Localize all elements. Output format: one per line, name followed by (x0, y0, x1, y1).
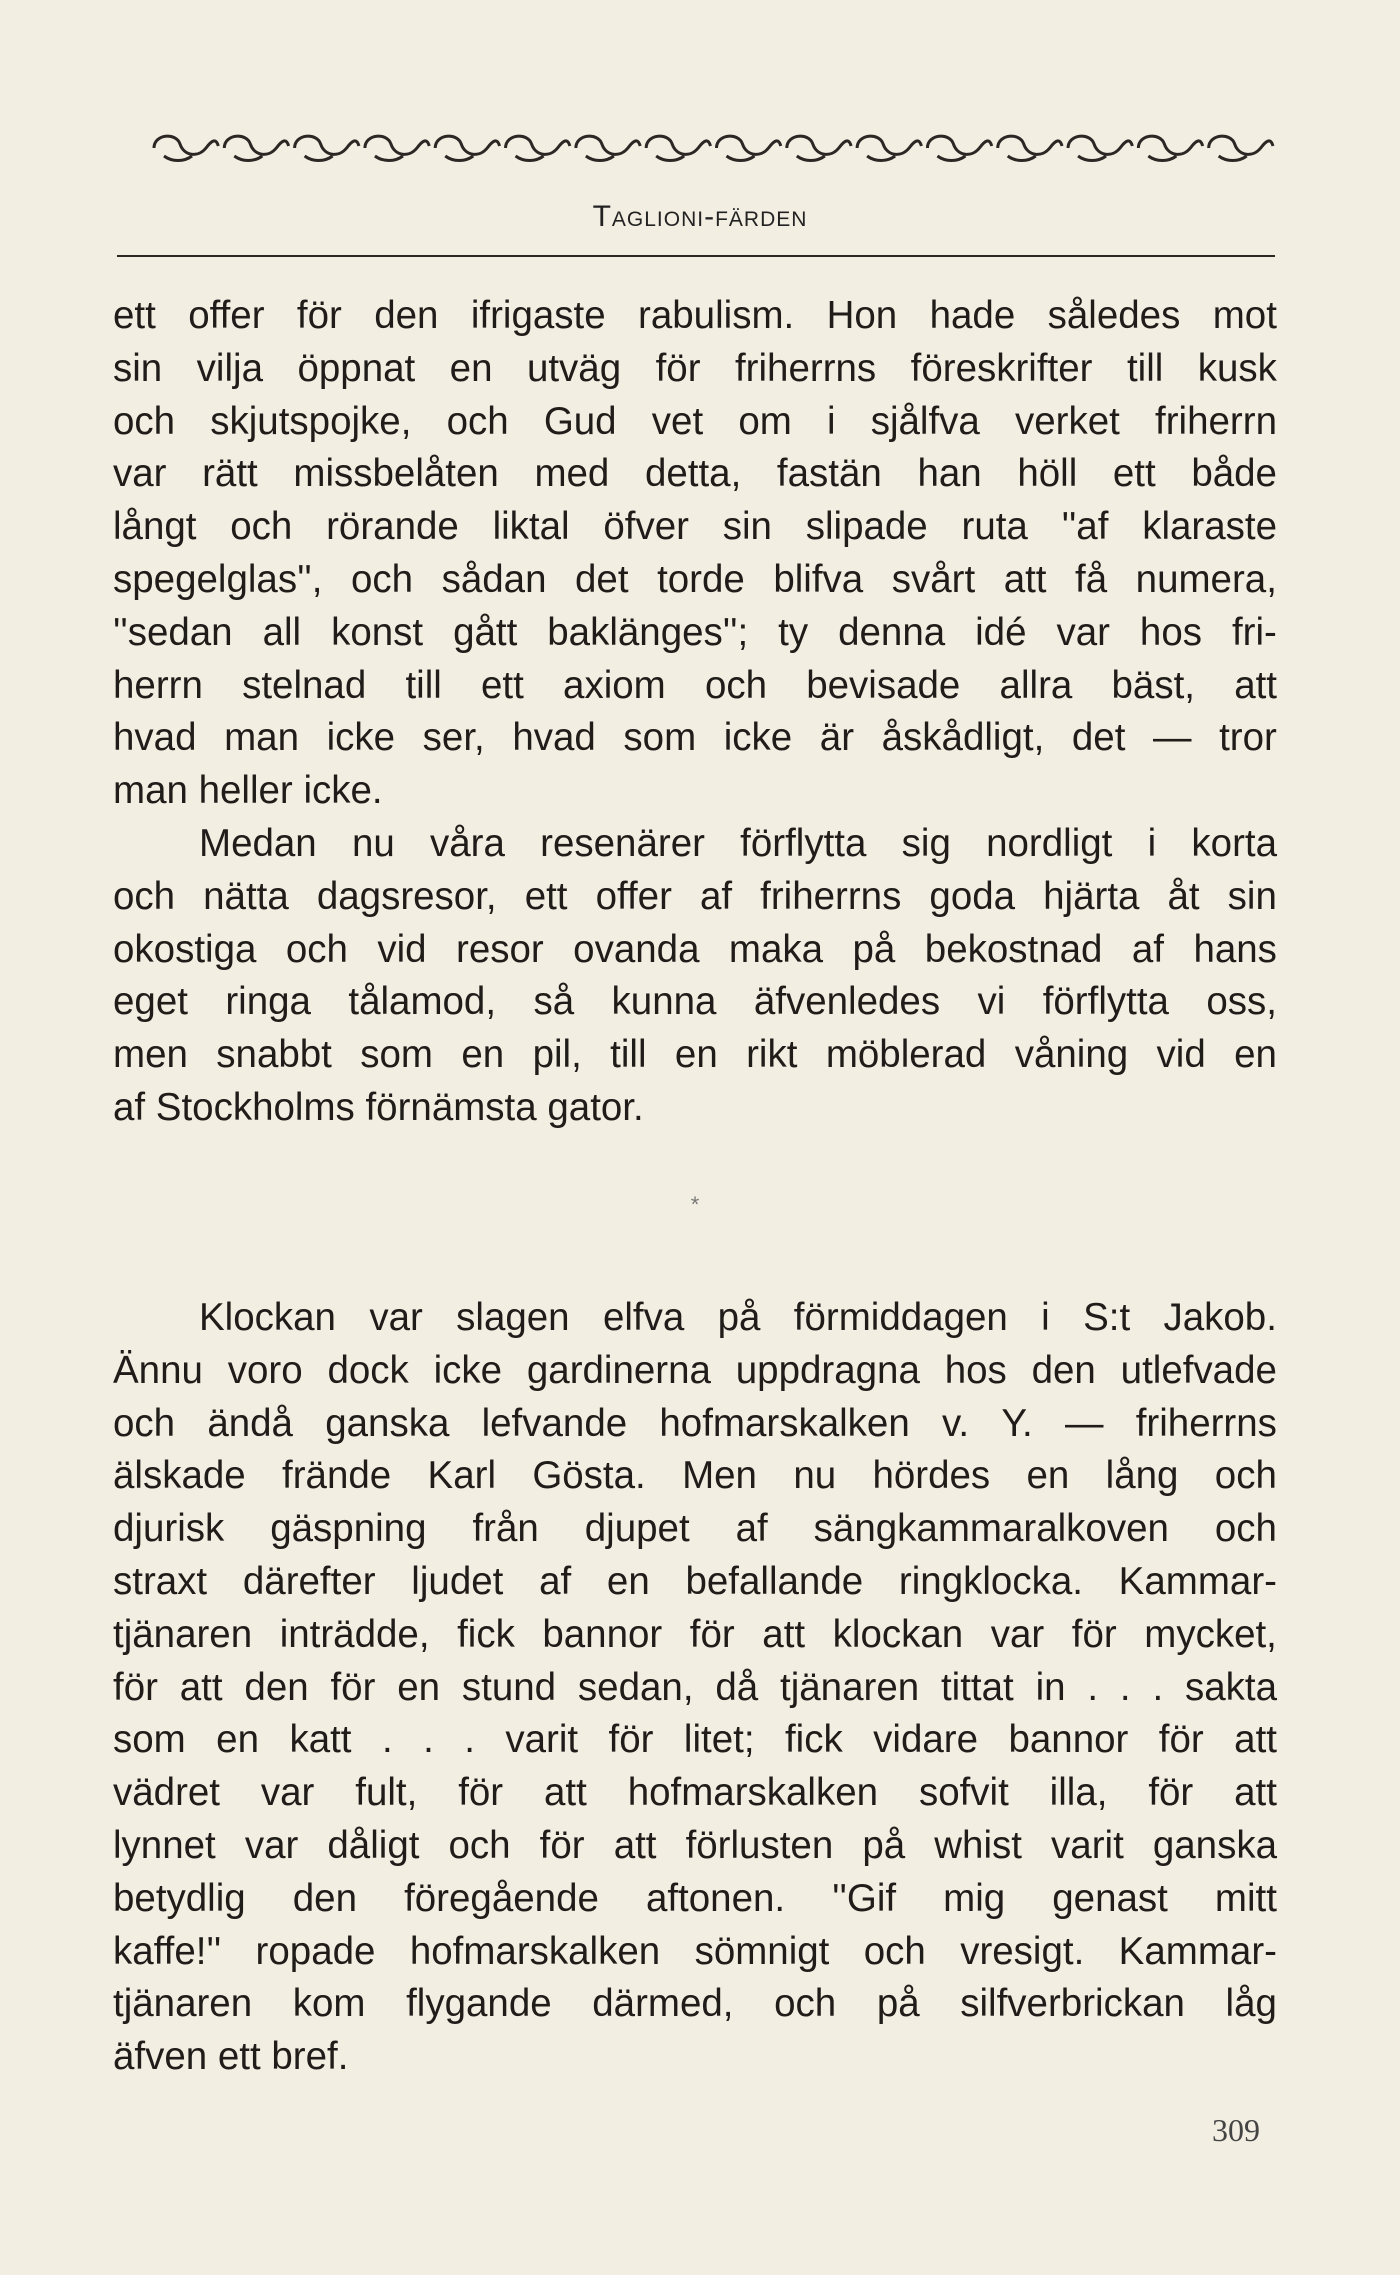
text-line: vädret var fult, för att hofmarskalken sofvit illa, för att (113, 1771, 1277, 1815)
ornament-scroll (998, 136, 1062, 154)
text-line: herrn stelnad till ett axiom och bevisade allra bäst, att (113, 663, 1277, 707)
text-line: var rätt missbelåten med detta, fastän han höll ett både (113, 452, 1277, 496)
text-line: Ännu voro dock icke gardinerna uppdragna hos den utlefvade (113, 1348, 1277, 1392)
text-line: tjänaren kom flygande därmed, och på silfverbrickan låg (113, 1982, 1277, 2026)
ornament-scroll (717, 136, 781, 154)
text-line: ''sedan all konst gått baklänges''; ty denna idé var hos fri- (113, 610, 1277, 654)
running-head: Taglioni-färden (592, 200, 808, 233)
ornament-scroll (857, 136, 921, 154)
text-line: tjänaren inträdde, fick bannor för att klockan var för mycket, (113, 1612, 1277, 1656)
text-line: eget ringa tålamod, så kunna äfvenledes vi förflytta oss, (113, 980, 1277, 1024)
ornament-scroll (576, 136, 640, 154)
main-text-block (113, 290, 1277, 1135)
ornament-scroll (365, 136, 429, 154)
ornament-scroll (927, 136, 991, 154)
ornament-scroll (646, 136, 710, 154)
ornament-scroll (154, 136, 218, 154)
text-line: och nätta dagsresor, ett offer af friherrns goda hjärta åt sin (113, 874, 1277, 918)
ornament-scroll (295, 136, 359, 154)
paragraph (113, 818, 1277, 1135)
paragraph (113, 1292, 1277, 2084)
text-line: men snabbt som en pil, till en rikt möblerad våning vid en (113, 1033, 1277, 1077)
text-line: Medan nu våra resenärer förflytta sig nordligt i korta (199, 821, 1277, 865)
header-rule (117, 255, 1275, 257)
text-line: straxt därefter ljudet af en befallande ringklocka. Kammar- (113, 1559, 1277, 1603)
text-line: som en katt . . . varit för litet; fick vidare bannor för att (113, 1718, 1277, 1762)
text-line: långt och rörande liktal öfver sin slipade ruta ''af klaraste (113, 505, 1277, 549)
ornament-scroll (435, 136, 499, 154)
text-line: för att den för en stund sedan, då tjänaren tittat in . . . sakta (113, 1665, 1277, 1709)
text-line: man heller icke. (113, 769, 383, 813)
text-line: djurisk gäspning från djupet af sängkammaralkoven och (113, 1507, 1277, 1551)
section-break-asterisk: * (690, 1192, 700, 1217)
text-line: hvad man icke ser, hvad som icke är åskådligt, det — tror (113, 716, 1277, 760)
ornament-scroll (224, 136, 288, 154)
text-line: och ändå ganska lefvande hofmarskalken v. Y. — friherrns (113, 1401, 1277, 1445)
text-line: af Stockholms förnämsta gator. (113, 1085, 644, 1129)
ornament-border (150, 126, 1275, 168)
text-line: lynnet var dåligt och för att förlusten på whist varit ganska (113, 1823, 1277, 1867)
text-line: sin vilja öppnat en utväg för friherrns föreskrifter till kusk (113, 346, 1277, 390)
ornament-scroll (1068, 136, 1132, 154)
text-line: kaffe!'' ropade hofmarskalken sömnigt och vresigt. Kammar- (113, 1929, 1277, 1973)
page-number: 309 (1212, 2112, 1260, 2148)
text-line: Klockan var slagen elfva på förmiddagen i S:t Jakob. (199, 1296, 1277, 1339)
ornament-scroll (1138, 136, 1202, 154)
ornament-scroll (1209, 136, 1273, 154)
text-line: ett offer för den ifrigaste rabulism. Hon hade således mot (113, 294, 1277, 337)
text-line: spegelglas'', och sådan det torde blifva svårt att få numera, (113, 557, 1277, 601)
text-line: älskade frände Karl Gösta. Men nu hördes en lång och (113, 1454, 1277, 1498)
paragraph (113, 290, 1277, 818)
text-line: och skjutspojke, och Gud vet om i sjålfva verket friherrn (113, 399, 1277, 443)
second-text-block (113, 1292, 1277, 2084)
text-line: betydlig den föregående aftonen. ''Gif mig genast mitt (113, 1876, 1277, 1920)
text-line: äfven ett bref. (113, 2035, 349, 2079)
ornament-scroll (787, 136, 851, 154)
text-line: okostiga och vid resor ovanda maka på bekostnad af hans (113, 927, 1277, 971)
ornament-scroll (506, 136, 570, 154)
